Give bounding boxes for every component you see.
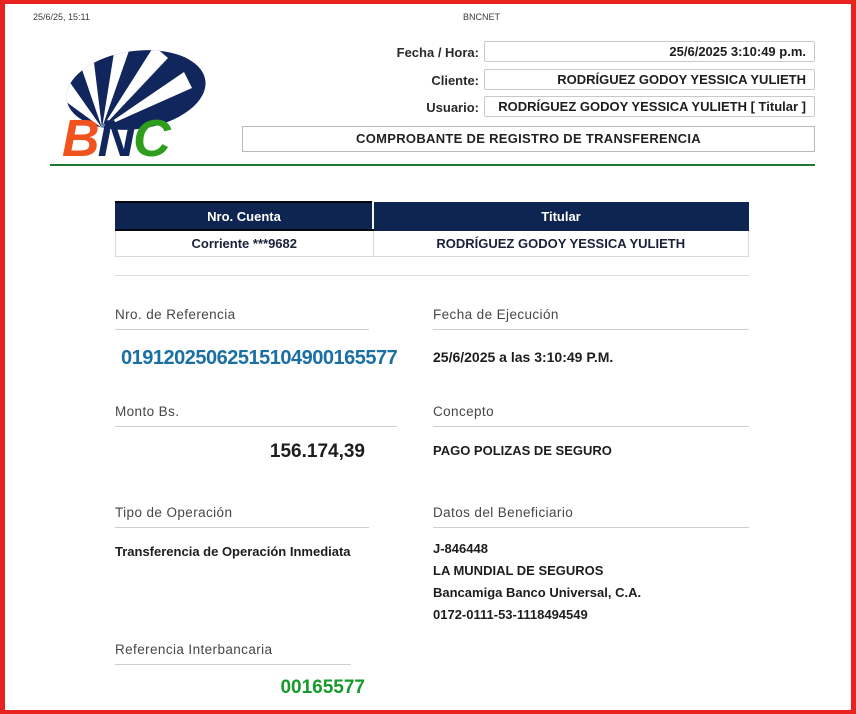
logo-letter-b: B bbox=[62, 110, 98, 162]
print-datetime: 25/6/25, 15:11 bbox=[33, 12, 90, 22]
label-datos-beneficiario: Datos del Beneficiario bbox=[433, 505, 749, 528]
column-header-nro-cuenta: Nro. Cuenta bbox=[116, 202, 374, 230]
account-table-row bbox=[116, 230, 749, 257]
field-value-cliente: RODRÍGUEZ GODOY YESSICA YULIETH bbox=[484, 69, 815, 90]
label-tipo-operacion: Tipo de Operación bbox=[115, 505, 369, 528]
value-referencia-interbancaria: 00165577 bbox=[280, 677, 365, 698]
value-tipo-operacion: Transferencia de Operación Inmediata bbox=[115, 544, 351, 559]
value-datos-beneficiario bbox=[433, 538, 749, 626]
column-header-titular: Titular bbox=[373, 202, 749, 230]
field-label-usuario: Usuario: bbox=[426, 100, 479, 115]
logo-letters bbox=[62, 110, 172, 162]
bnc-logo bbox=[60, 48, 212, 162]
label-concepto: Concepto bbox=[433, 404, 749, 427]
beneficiary-bank: Bancamiga Banco Universal, C.A. bbox=[433, 585, 642, 600]
field-label-cliente: Cliente: bbox=[431, 73, 479, 88]
logo-letter-n: N bbox=[97, 110, 134, 162]
account-table-header-row bbox=[116, 202, 749, 230]
value-concepto: PAGO POLIZAS DE SEGURO bbox=[433, 443, 612, 458]
receipt-title: COMPROBANTE DE REGISTRO DE TRANSFERENCIA bbox=[242, 126, 815, 152]
field-label-fecha-hora: Fecha / Hora: bbox=[396, 45, 479, 60]
label-monto: Monto Bs. bbox=[115, 404, 397, 427]
label-referencia-interbancaria: Referencia Interbancaria bbox=[115, 642, 351, 665]
field-value-usuario: RODRÍGUEZ GODOY YESSICA YULIETH [ Titular ] bbox=[484, 96, 815, 117]
value-fecha-ejecucion: 25/6/2025 a las 3:10:49 P.M. bbox=[433, 349, 614, 365]
beneficiary-account: 0172-0111-53-1118494549 bbox=[433, 607, 588, 622]
account-table bbox=[115, 201, 749, 257]
green-divider bbox=[50, 164, 815, 166]
value-nro-referencia: 01912025062515104900165577 bbox=[121, 347, 398, 369]
beneficiary-name: LA MUNDIAL DE SEGUROS bbox=[433, 563, 604, 578]
cell-account-holder: RODRÍGUEZ GODOY YESSICA YULIETH bbox=[373, 230, 749, 257]
logo-letter-c: C bbox=[133, 110, 169, 162]
label-fecha-ejecucion: Fecha de Ejecución bbox=[433, 307, 749, 330]
print-app-title: BNCNET bbox=[463, 12, 501, 22]
beneficiary-id: J-846448 bbox=[433, 541, 488, 556]
value-monto: 156.174,39 bbox=[269, 441, 365, 462]
field-value-fecha-hora: 25/6/2025 3:10:49 p.m. bbox=[484, 41, 815, 62]
cell-account-number: Corriente ***9682 bbox=[116, 230, 374, 257]
label-nro-referencia: Nro. de Referencia bbox=[115, 307, 369, 330]
section-divider bbox=[115, 275, 749, 276]
